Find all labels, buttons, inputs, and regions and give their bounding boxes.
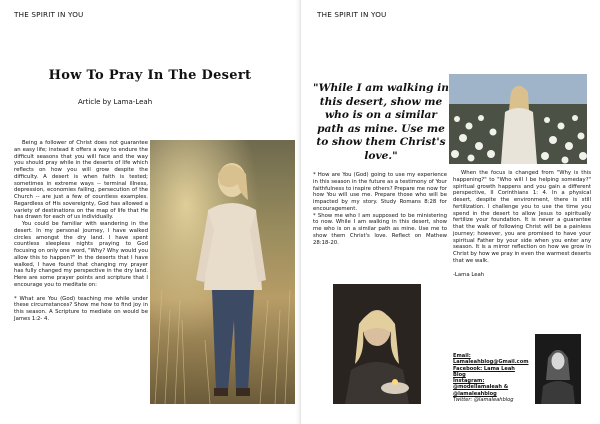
paragraph: Being a follower of Christ does not guarantee an easy life; instead it offers a way to endure the difficult seasons that you will face and the way you should pray while in the deserts of life which reflects on how you will grow despite the difficulty. A desert is when faith is tested; sometimes in extreme ways -- terminal illness, depression, economies failing, persecution of the Church -- are just a few of countless examples. Regardless of His sovereignty, God has allowed a variety of destinations on the map of life that He has drawn for each of us individually. — [14, 140, 148, 221]
right-page — [300, 0, 600, 424]
email-label: Email: — [453, 353, 471, 359]
article-body-left — [14, 140, 148, 323]
author-portrait-photo — [535, 334, 581, 404]
instagram-label: Instagram: — [453, 378, 485, 385]
article-body-right — [453, 170, 591, 278]
instagram-handle: @lamaleahblog — [453, 390, 497, 397]
portrait-with-candle-photo — [333, 284, 421, 404]
facebook-handle: Facebook: Lama Leah Blog — [453, 365, 515, 378]
pull-quote: "While I am walking in this desert, show me who is on a similar path as mine. Use me to show them Christ's love." — [313, 82, 449, 162]
contact-info — [453, 353, 529, 403]
paragraph: You could be familiar with wandering in the desert. In my personal journey, I have walked circles amongst the dry land. I have spent countless sleepless nights praying to God focusing on only one word, "Why? Why would you allow this to happen?" In the deserts that I have walked, I have found that changing my prayer has fully changed my perspective in the dry land. Here are some prayer points and scripture that I encourage you to meditate on: — [14, 221, 148, 288]
twitter-handle: Twitter: @lamaleahblog — [453, 397, 514, 404]
magazine-header: THE SPIRIT IN YOU — [317, 10, 387, 19]
prayer-point: * What are You (God) teaching me while under these circumstances? Show me how to find joy in this season. A Scripture to mediate on would be James 1:2- 4. — [14, 295, 148, 322]
prayer-point: * Show me who I am supposed to be ministering to now. While I am walking in this desert, show me who is on a similar path as mine. Use me to show them Christ's love. Reflect on Mathew 28:18-20. — [313, 212, 447, 246]
woman-in-cotton-field-photo — [449, 74, 587, 164]
article-body-middle — [313, 172, 447, 246]
prayer-point: * How are You (God) going to use my experience in this season in the future as a testimony of Your faithfulness to inspire others? Prepare me now for how You will use me. Prepare those who will be impacted by my story. Study Romans 8:28 for encouragement. — [313, 172, 447, 212]
article-byline: Article by Lama-Leah — [78, 98, 153, 106]
instagram-handle: @modellamaleah & — [453, 384, 509, 391]
woman-in-field-photo — [150, 140, 295, 404]
magazine-header: THE SPIRIT IN YOU — [14, 10, 84, 19]
paragraph: When the focus is changed from "Why is this happening?" to "Who will I be helping someday?" spiritual growth happens and you gain a different perspective, II Corinthians 1: 4. In a physical desert, despite the environment, there is still fertilization. I challenge you to use the time you spend in the desert to allow Jesus to spiritually fertilize your foundation. It is never a guarantee that the walk of following Christ will be a painless journey; however, you are promised to have your spiritual Father by your side when you enter any season. It is a mirror reflection on how we grow in Christ by how we pray in even the warmest deserts that we walk. — [453, 170, 591, 264]
email-address: Lamaleahblog@Gmail.com — [453, 359, 529, 366]
author-signoff: -Lama Leah — [453, 271, 485, 278]
article-title: How To Pray In The Desert — [48, 68, 252, 83]
